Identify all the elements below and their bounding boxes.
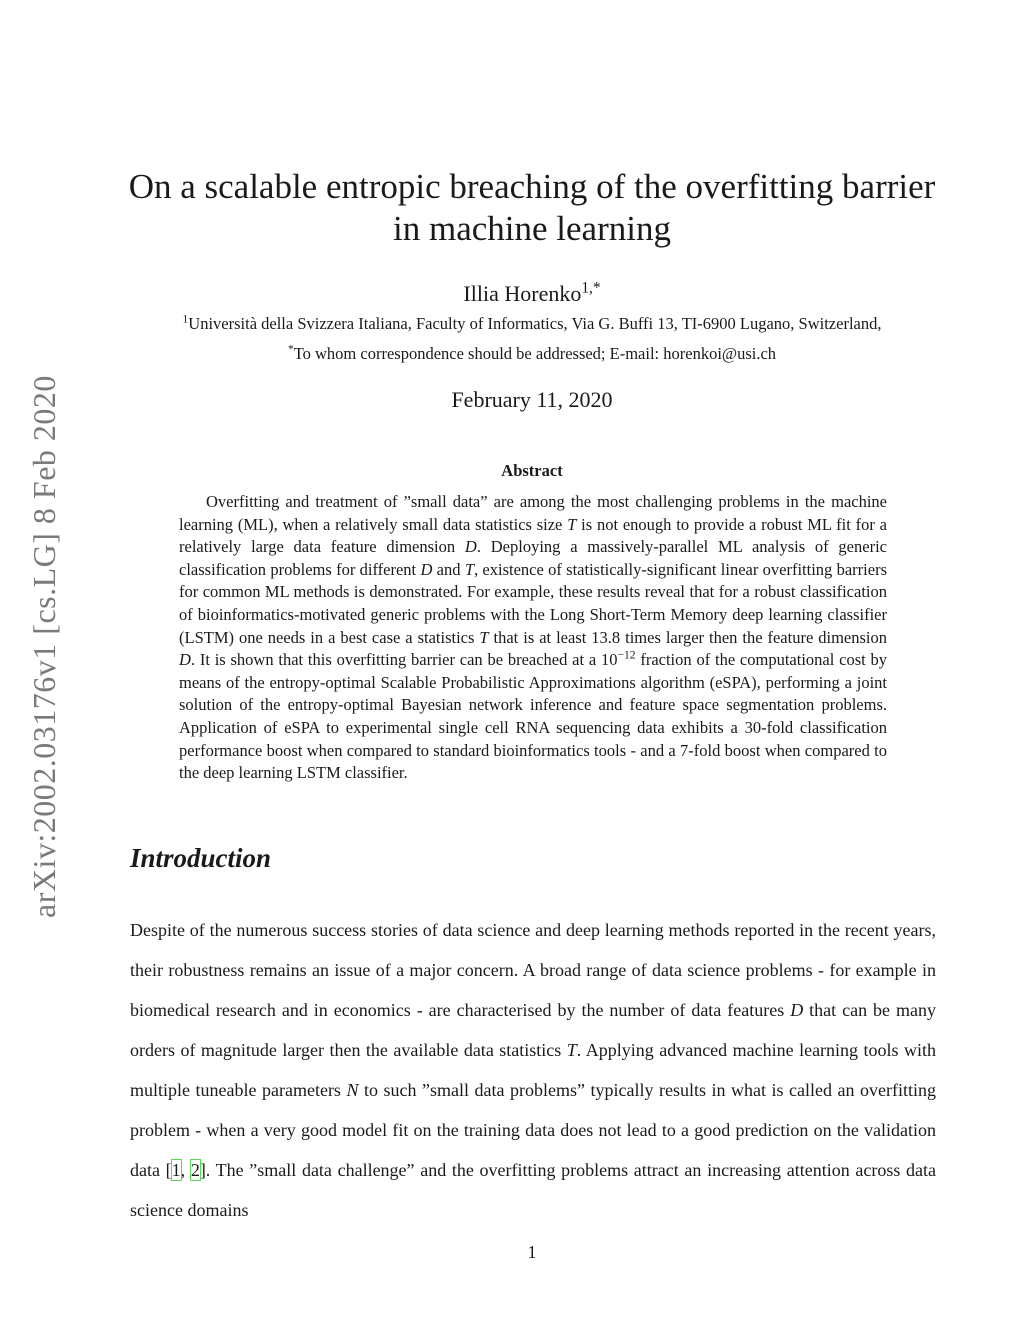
abstract-text: , existence of statistically-significant linear overfitting barriers for common ML methods is demonstrated. For example, these results reveal that for a robust classification of bioinformatics-motivated generic problems with the Long Short-Term Memory deep learning classifier (LSTM) one needs in a best case a statistics: [179, 559, 887, 647]
author-name: Illia Horenko: [463, 281, 582, 306]
body-text: that can be many orders of magnitude larger then the available data statistics: [130, 1000, 936, 1060]
page-number: 1: [527, 1242, 537, 1262]
math-symbol: T: [479, 627, 489, 647]
arxiv-identifier-stamp: [16, 360, 72, 932]
math-symbol: D: [464, 537, 477, 557]
math-symbol: D: [179, 650, 191, 670]
abstract-body: [179, 491, 887, 785]
section-heading-introduction: Introduction: [130, 843, 272, 873]
affiliation-line: [100, 314, 964, 334]
author-line: [100, 281, 964, 307]
math-power-exponent: −12: [617, 649, 636, 662]
arxiv-identifier-text: arXiv:2002.03176v1 [cs.LG] 8 Feb 2020: [25, 374, 62, 918]
citation-separator: ,: [180, 1160, 191, 1180]
affiliation-mark: 1: [182, 313, 189, 326]
paper-title-line-2: in machine learning: [393, 209, 671, 248]
correspondence-line: [100, 344, 964, 364]
introduction-body: [130, 910, 936, 1230]
body-text: ]. The ”small data challenge” and the overfitting problems attract an increasing attention across data science domains: [130, 1160, 936, 1220]
body-text: . Applying advanced machine learning tools with multiple tuneable parameters: [130, 1040, 936, 1100]
correspondence-text: To whom correspondence should be addressed; E-mail: horenkoi@usi.ch: [293, 344, 777, 363]
abstract-heading: Abstract: [501, 461, 563, 480]
citation-link-1[interactable]: 1: [171, 1160, 181, 1180]
abstract-text: and: [432, 559, 465, 579]
paper-date: February 11, 2020: [451, 387, 613, 412]
math-symbol: D: [790, 1000, 804, 1020]
abstract-text: that is at least 13.8 times larger then the feature dimension: [488, 627, 887, 647]
affiliation-text: Università della Svizzera Italiana, Faculty of Informatics, Via G. Buffi 13, TI-6900 Lugano, Switzerland,: [188, 314, 882, 333]
correspondence-mark: *: [287, 343, 294, 356]
author-affiliation-marks: 1,*: [581, 279, 601, 297]
body-text: Despite of the numerous success stories of data science and deep learning methods reported in the recent years, their robustness remains an issue of a major concern. A broad range of data science problems - for example in biomedical research and in economics - are characterised by the number of data features: [130, 920, 936, 1020]
math-symbol: T: [464, 559, 474, 579]
paper-title: [100, 166, 964, 250]
abstract-text: . It is shown that this overfitting barrier can be breached at a: [190, 650, 601, 670]
citation-link-2[interactable]: 2: [190, 1160, 200, 1180]
abstract-text: Overfitting and treatment of ”small data” are among the most challenging problems in the machine learning (ML), when a relatively small data statistics size: [179, 492, 887, 534]
math-symbol: T: [566, 1040, 577, 1060]
body-text: to such ”small data problems” typically results in what is called an overfitting problem - when a very good model fit on the training data does not lead to a good prediction on the validation data [: [130, 1080, 937, 1180]
math-symbol: D: [420, 559, 433, 579]
abstract-text: is not enough to provide a robust ML fit for a relatively large data feature dimension: [179, 514, 887, 557]
math-symbol: N: [346, 1080, 359, 1100]
math-symbol: T: [567, 514, 577, 534]
abstract-text: . Deploying a massively-parallel ML analysis of generic classification problems for different: [179, 537, 887, 579]
paper-title-line-1: On a scalable entropic breaching of the overfitting barrier: [128, 167, 936, 206]
abstract-text: fraction of the computational cost by means of the entropy-optimal Scalable Probabilistic Approximations algorithm (eSPA), performing a joint solution of the entropy-optimal Bayesian network inference and feature space segmentation problems. Application of eSPA to experimental single cell RNA sequencing data exhibits a 30-fold classification performance boost when compared to standard bioinformatics tools - and a 7-fold boost when compared to the deep learning LSTM classifier.: [179, 650, 887, 783]
math-power-base: 10: [600, 650, 618, 670]
